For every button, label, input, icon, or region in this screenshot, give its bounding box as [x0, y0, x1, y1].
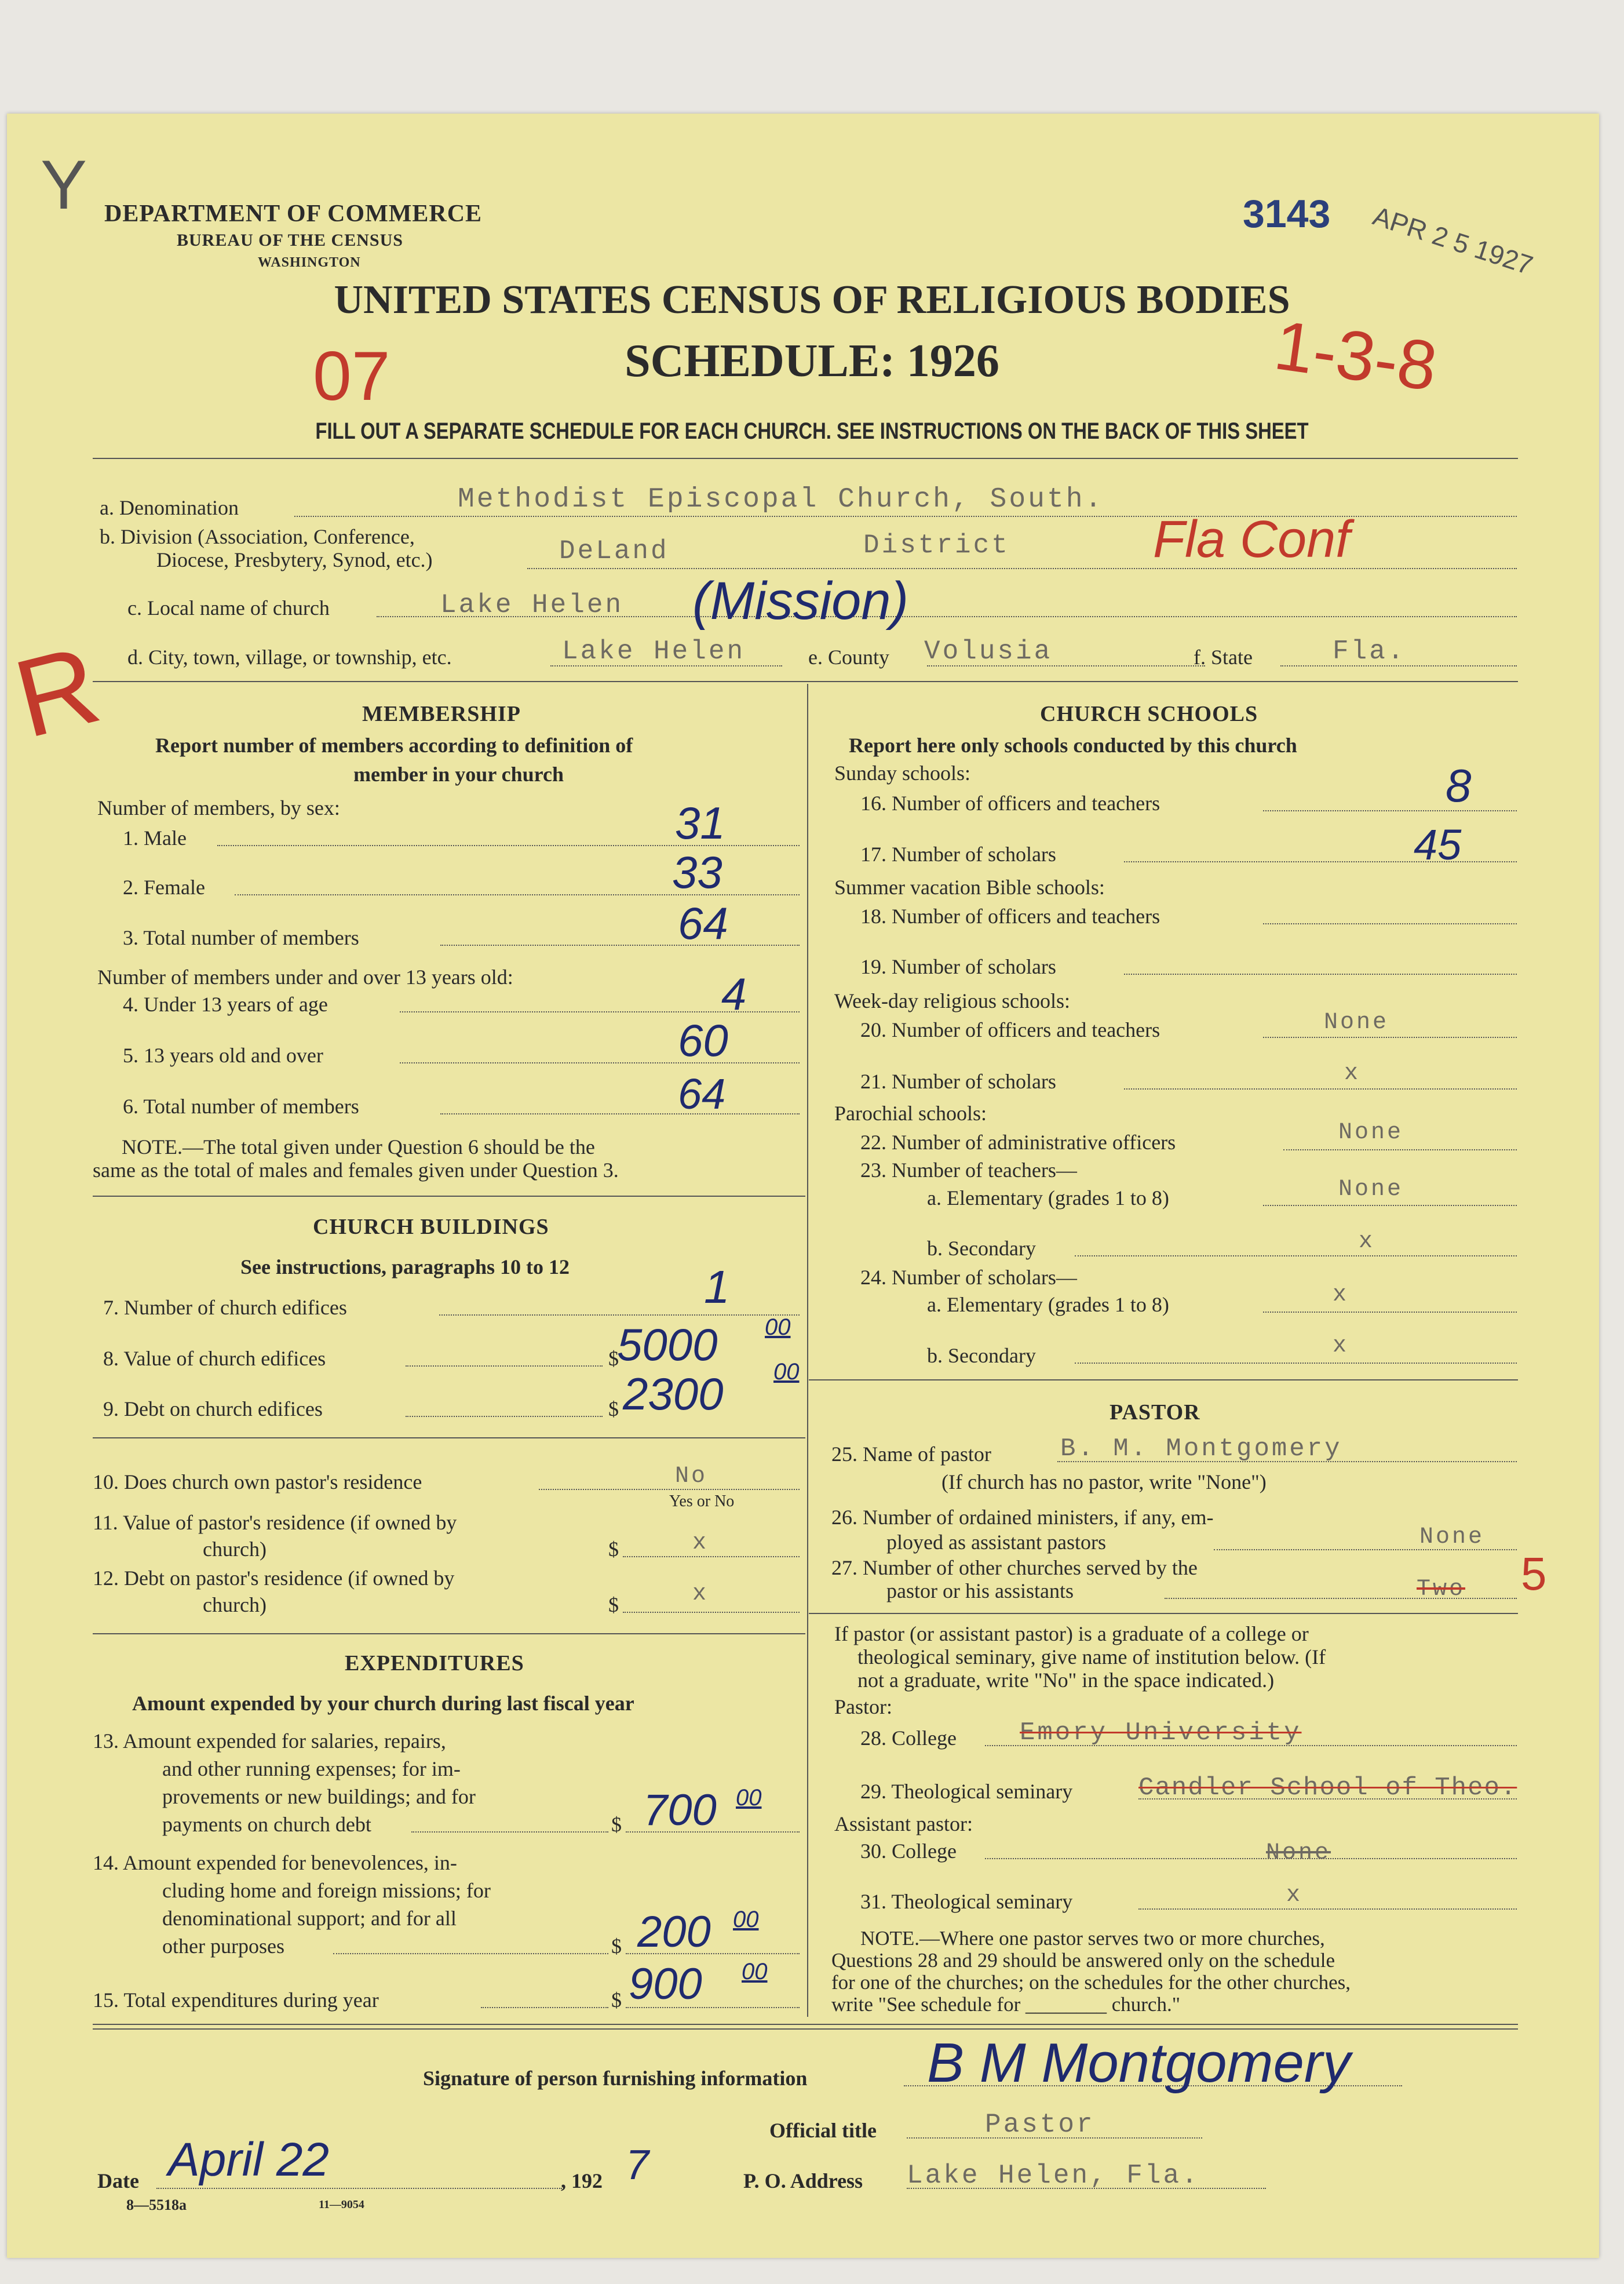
summer-schools-label: Summer vacation Bible schools:	[834, 876, 1105, 899]
state-label: f. State	[1194, 646, 1253, 669]
q29-value: Candler School of Theo.	[1138, 1773, 1517, 1802]
q10-residence-value: No	[675, 1463, 708, 1489]
po-address-value: Lake Helen, Fla.	[907, 2161, 1200, 2191]
header-rule	[93, 458, 1518, 459]
q25-value: B. M. Montgomery	[1060, 1434, 1342, 1463]
q2-female-value: 33	[672, 847, 722, 898]
q24b-label: b. Secondary	[927, 1344, 1036, 1367]
q11-dollar: $	[608, 1538, 619, 1561]
q23-label: 23. Number of teachers—	[860, 1159, 1077, 1182]
q6-total-value: 64	[678, 1070, 726, 1118]
q23a-value: None	[1338, 1176, 1404, 1203]
q18-label: 18. Number of officers and teachers	[860, 905, 1160, 928]
q11-label-2: church)	[203, 1538, 267, 1561]
pastor-note-1: NOTE.—Where one pastor serves two or more churches,	[860, 1927, 1325, 1950]
q27-label-2: pastor or his assistants	[886, 1579, 1074, 1602]
date-value: April 22	[168, 2133, 330, 2186]
q29-label: 29. Theological seminary	[860, 1780, 1073, 1803]
q20-value: None	[1324, 1010, 1389, 1036]
form-number: 8—5518a	[126, 2196, 187, 2213]
q22-label: 22. Number of administrative officers	[860, 1131, 1176, 1154]
q24b-value: x	[1333, 1333, 1349, 1359]
q23a-label: a. Elementary (grades 1 to 8)	[927, 1186, 1169, 1210]
q23b-label: b. Secondary	[927, 1237, 1036, 1260]
q7-edifices-value: 1	[704, 1261, 730, 1313]
pastor-note-2: Questions 28 and 29 should be answered only on the schedule	[831, 1949, 1335, 1972]
dept-name: DEPARTMENT OF COMMERCE	[104, 201, 483, 227]
q27-label-1: 27. Number of other churches served by the	[831, 1556, 1198, 1579]
asst-pastor-label: Assistant pastor:	[834, 1812, 973, 1835]
q24-label: 24. Number of scholars—	[860, 1266, 1077, 1289]
q17-label: 17. Number of scholars	[860, 843, 1056, 866]
q12-value: x	[692, 1581, 709, 1607]
division-value-2: District	[863, 530, 1010, 560]
q25-note: (If church has no pastor, write "None")	[941, 1470, 1267, 1493]
stamp-date: APR 2 5 1927	[1369, 200, 1537, 281]
q11-value: x	[692, 1530, 709, 1556]
column-divider	[807, 684, 808, 2017]
schools-sub: Report here only schools conducted by this church	[849, 734, 1297, 757]
q12-dollar: $	[608, 1593, 619, 1616]
q14-label-1: 14. Amount expended for benevolences, in-	[93, 1851, 457, 1874]
q14-dollar: $	[611, 1935, 622, 1958]
print-number: 11—9054	[319, 2198, 364, 2211]
q13-label-4: payments on church debt	[162, 1813, 371, 1836]
graduate-instruction-2: theological seminary, give name of institution below. (If	[857, 1645, 1326, 1669]
membership-sub-2: member in your church	[353, 763, 564, 786]
q14-value: 200	[637, 1907, 711, 1957]
division-value: DeLand	[559, 536, 669, 566]
q2-female-label: 2. Female	[123, 876, 205, 899]
q12-label-1: 12. Debt on pastor's residence (if owned by	[93, 1567, 455, 1590]
q25-label: 25. Name of pastor	[831, 1442, 991, 1466]
q15-dollar: $	[611, 1988, 622, 2012]
q13-label-2: and other running expenses; for im-	[162, 1757, 461, 1780]
membership-sub-1: Report number of members according to definition of	[155, 734, 633, 757]
q14-label-2: cluding home and foreign missions; for	[162, 1879, 491, 1902]
expenditures-sub: Amount expended by your church during last fiscal year	[132, 1692, 634, 1715]
q3-total-label: 3. Total number of members	[123, 926, 359, 949]
expenditures-title: EXPENDITURES	[345, 1651, 524, 1675]
q24a-label: a. Elementary (grades 1 to 8)	[927, 1293, 1169, 1316]
signature-label: Signature of person furnishing information	[423, 2067, 808, 2090]
division-label-2: Diocese, Presbytery, Synod, etc.)	[156, 548, 433, 571]
handwritten-code-left: 07	[313, 337, 391, 415]
q16-label: 16. Number of officers and teachers	[860, 792, 1160, 815]
q16-value: 8	[1446, 760, 1472, 811]
buildings-title: CHURCH BUILDINGS	[313, 1215, 549, 1239]
pastor-education-label: Pastor:	[834, 1695, 893, 1718]
q28-value: Emory University	[1020, 1718, 1302, 1747]
q6-total-label: 6. Total number of members	[123, 1095, 359, 1118]
q26-label-1: 26. Number of ordained ministers, if any, em-	[831, 1506, 1214, 1529]
q13-value: 700	[643, 1786, 717, 1835]
signature-value: B M Montgomery	[927, 2032, 1351, 2094]
pastor-title: PASTOR	[1110, 1400, 1200, 1425]
yes-or-no-caption: Yes or No	[669, 1492, 735, 1510]
q15-label: 15. Total expenditures during year	[93, 1988, 379, 2012]
state-value: Fla.	[1333, 636, 1406, 666]
instruction-line: FILL OUT A SEPARATE SCHEDULE FOR EACH CHURCH. SEE INSTRUCTIONS ON THE BACK OF THIS SHEET	[315, 418, 1309, 444]
q14-label-4: other purposes	[162, 1935, 284, 1958]
q8-dollar: $	[608, 1347, 619, 1370]
q12-label-2: church)	[203, 1593, 267, 1616]
pastor-note-4: write "See schedule for ________ church."	[831, 1993, 1181, 2016]
q27-value: Two	[1417, 1576, 1466, 1602]
q8-cents: 00	[765, 1314, 791, 1340]
q31-value: x	[1286, 1882, 1303, 1908]
members-by-sex-label: Number of members, by sex:	[97, 796, 340, 819]
county-value: Volusia	[924, 636, 1053, 666]
q4-under13-value: 4	[721, 968, 747, 1019]
schools-title: CHURCH SCHOOLS	[1040, 702, 1258, 726]
q13-label-1: 13. Amount expended for salaries, repairs,	[93, 1729, 446, 1753]
q19-label: 19. Number of scholars	[860, 955, 1056, 978]
q9-dollar: $	[608, 1397, 619, 1420]
q5-over13-label: 5. 13 years old and over	[123, 1044, 323, 1067]
q10-residence-label: 10. Does church own pastor's residence	[93, 1470, 422, 1493]
q24a-value: x	[1333, 1282, 1349, 1308]
city-value: Lake Helen	[562, 636, 746, 666]
date-label: Date	[97, 2169, 139, 2192]
membership-title: MEMBERSHIP	[362, 702, 521, 726]
handwritten-mission-note: (Mission)	[692, 571, 909, 631]
q30-label: 30. College	[860, 1839, 957, 1863]
church-name-value: Lake Helen	[440, 590, 624, 620]
q15-cents: 00	[742, 1959, 768, 1984]
q21-value: x	[1344, 1061, 1361, 1087]
year-digit: 7	[626, 2142, 649, 2188]
q28-label: 28. College	[860, 1726, 957, 1750]
q9-debt-label: 9. Debt on church edifices	[103, 1397, 323, 1420]
q26-value: None	[1419, 1524, 1485, 1550]
pastor-note-3: for one of the churches; on the schedules for the other churches,	[831, 1971, 1351, 1994]
division-label-1: b. Division (Association, Conference,	[100, 525, 415, 548]
q1-male-label: 1. Male	[123, 826, 187, 850]
denomination-label: a. Denomination	[100, 496, 239, 519]
q21-label: 21. Number of scholars	[860, 1070, 1056, 1093]
graduate-instruction-3: not a graduate, write "No" in the space indicated.)	[857, 1669, 1275, 1692]
q13-cents: 00	[736, 1785, 762, 1811]
q17-value: 45	[1414, 821, 1462, 869]
q11-label-1: 11. Value of pastor's residence (if owned by	[93, 1511, 457, 1534]
sunday-schools-label: Sunday schools:	[834, 762, 971, 785]
membership-note-1: NOTE.—The total given under Question 6 should be the	[122, 1135, 595, 1159]
q30-value: None	[1266, 1840, 1331, 1866]
bureau-name: BUREAU OF THE CENSUS	[177, 231, 403, 250]
handwritten-code-right: 1-3-8	[1270, 306, 1442, 406]
bureau-city: WASHINGTON	[258, 255, 361, 270]
year-prefix: , 192	[561, 2169, 603, 2192]
q23b-value: x	[1359, 1229, 1375, 1255]
q4-under13-label: 4. Under 13 years of age	[123, 993, 328, 1016]
membership-note-2: same as the total of males and females given under Question 3.	[93, 1159, 619, 1182]
handwritten-mark-r: R	[3, 622, 111, 762]
q8-value-label: 8. Value of church edifices	[103, 1347, 326, 1370]
form-title: UNITED STATES CENSUS OF RELIGIOUS BODIES	[334, 278, 1290, 322]
q27-handwritten-note: 5	[1521, 1548, 1547, 1600]
q1-male-value: 31	[675, 797, 725, 848]
handwritten-mark-y: Y	[41, 146, 87, 224]
q7-edifices-label: 7. Number of church edifices	[103, 1296, 347, 1319]
q3-total-value: 64	[678, 898, 728, 949]
graduate-instruction-1: If pastor (or assistant pastor) is a graduate of a college or	[834, 1622, 1309, 1645]
q9-value: 2300	[623, 1368, 724, 1419]
denomination-value: Methodist Episcopal Church, South.	[458, 484, 1104, 515]
weekday-schools-label: Week-day religious schools:	[834, 989, 1071, 1012]
stamp-number: 3143	[1243, 192, 1331, 236]
q8-value: 5000	[617, 1319, 718, 1370]
q13-label-3: provements or new buildings; and for	[162, 1785, 476, 1808]
po-address-label: P. O. Address	[743, 2169, 863, 2192]
q13-dollar: $	[611, 1813, 622, 1836]
parochial-schools-label: Parochial schools:	[834, 1102, 987, 1125]
official-title-label: Official title	[769, 2119, 877, 2142]
q15-value: 900	[629, 1959, 702, 2009]
official-title-value: Pastor	[985, 2110, 1095, 2140]
q14-cents: 00	[733, 1907, 759, 1932]
buildings-sub: See instructions, paragraphs 10 to 12	[240, 1255, 570, 1278]
handwritten-conference-note: Fla Conf	[1153, 511, 1351, 569]
q22-value: None	[1338, 1120, 1404, 1146]
city-label: d. City, town, village, or township, etc.	[127, 646, 452, 669]
q14-label-3: denominational support; and for all	[162, 1907, 457, 1930]
county-label: e. County	[808, 646, 889, 669]
q26-label-2: ployed as assistant pastors	[886, 1531, 1106, 1554]
schedule-title: SCHEDULE: 1926	[625, 336, 999, 387]
q5-over13-value: 60	[678, 1015, 728, 1066]
under-over-label: Number of members under and over 13 years old:	[97, 966, 513, 989]
church-name-label: c. Local name of church	[127, 596, 330, 620]
q31-label: 31. Theological seminary	[860, 1890, 1073, 1913]
q20-label: 20. Number of officers and teachers	[860, 1018, 1160, 1041]
q9-cents: 00	[773, 1359, 800, 1385]
